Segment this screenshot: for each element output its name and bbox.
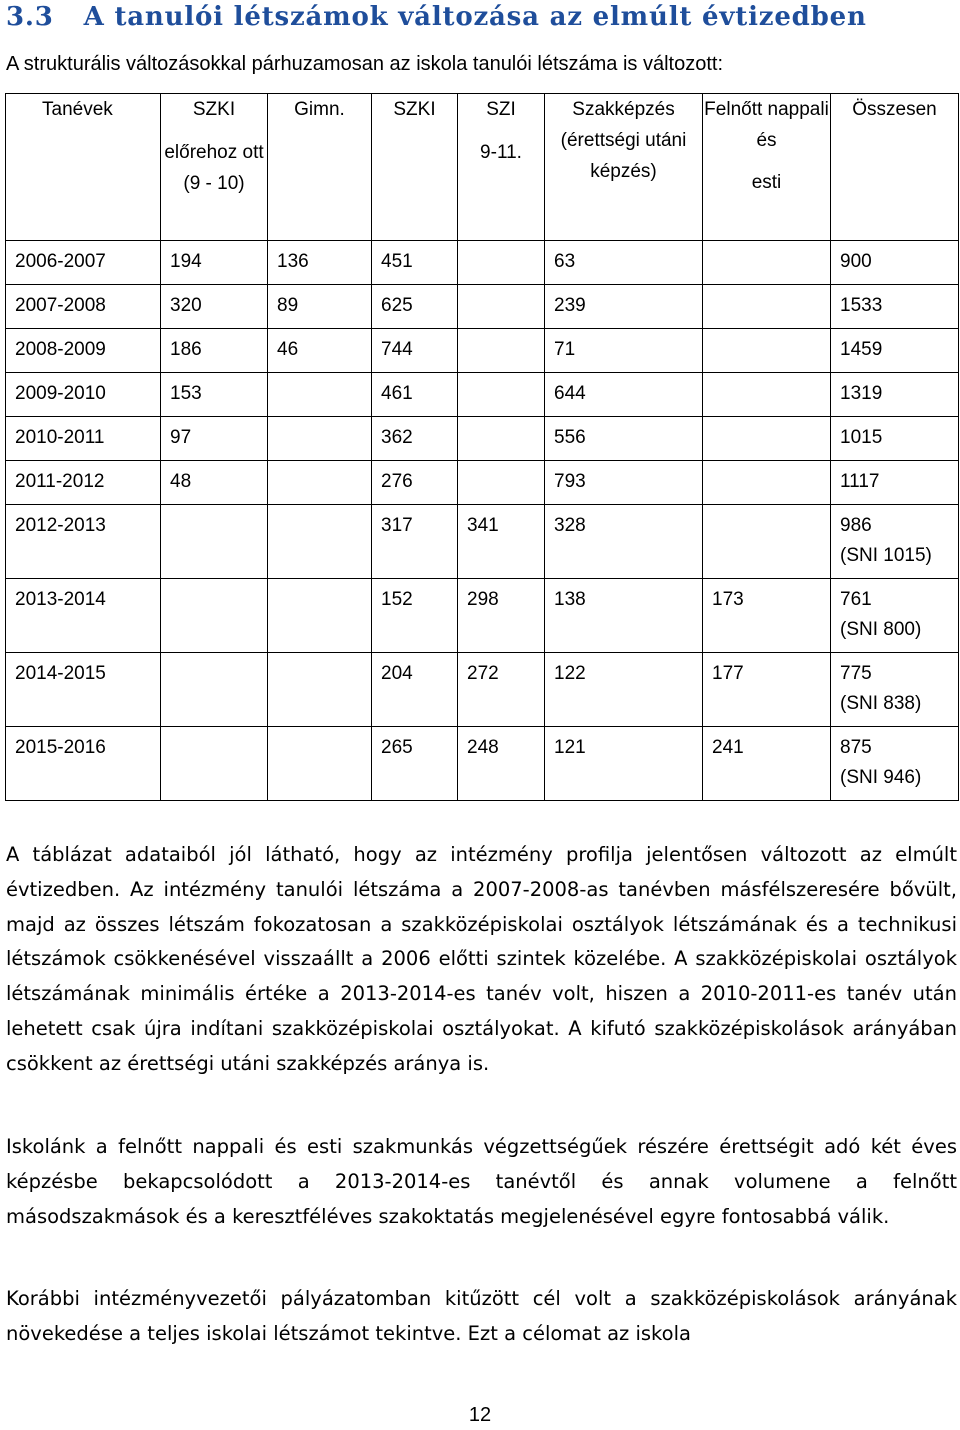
total-value: 1459 bbox=[840, 339, 883, 360]
cell-gimn: 136 bbox=[268, 241, 372, 285]
header-szki-pre-line3: (9 - 10) bbox=[183, 173, 245, 194]
cell-year: 2007-2008 bbox=[6, 285, 161, 329]
cell-felnott bbox=[703, 505, 831, 579]
cell-szki-pre bbox=[161, 653, 268, 727]
total-sni-note: (SNI 800) bbox=[840, 619, 922, 640]
cell-total bbox=[831, 579, 959, 653]
paragraph-adult-education: Iskolánk a felnőtt nappali és esti szakmunkás végzettségűek részére érettségit adó két éves képzésbe bekapcsolódott a 2013-2014-es tanévtől és annak volumene a felnőtt másodszakmások és a keresztféléves szakoktatás megjelenésével egyre fontosabbá válik. bbox=[6, 1135, 957, 1228]
cell-szki-pre: 97 bbox=[161, 417, 268, 461]
total-value: 1015 bbox=[840, 427, 883, 448]
cell-szi: 272 bbox=[458, 653, 545, 727]
total-value: 875 bbox=[840, 737, 872, 758]
total-value: 1117 bbox=[840, 471, 880, 492]
header-szi-line2: 9-11. bbox=[480, 142, 522, 163]
total-sni-note: (SNI 838) bbox=[840, 693, 922, 714]
cell-year: 2015-2016 bbox=[6, 727, 161, 801]
header-felnott-line1: Felnőtt nappali és bbox=[704, 99, 829, 151]
cell-szi bbox=[458, 417, 545, 461]
cell-szi bbox=[458, 329, 545, 373]
header-gimn: Gimn. bbox=[268, 94, 372, 241]
header-szi-line1: SZI bbox=[486, 99, 516, 120]
header-szki-pre-line2: előrehoz ott bbox=[164, 142, 264, 163]
table-row bbox=[6, 653, 959, 727]
table-header-row bbox=[6, 94, 959, 241]
cell-gimn bbox=[268, 505, 372, 579]
cell-total bbox=[831, 329, 959, 373]
cell-gimn bbox=[268, 461, 372, 505]
header-szki-pre-line1: SZKI bbox=[192, 99, 236, 120]
cell-felnott bbox=[703, 285, 831, 329]
cell-szki-pre bbox=[161, 727, 268, 801]
cell-szki-pre bbox=[161, 579, 268, 653]
cell-szakkepzes: 556 bbox=[545, 417, 703, 461]
table-row bbox=[6, 285, 959, 329]
cell-szi: 298 bbox=[458, 579, 545, 653]
cell-felnott bbox=[703, 241, 831, 285]
cell-total bbox=[831, 285, 959, 329]
cell-szakkepzes: 793 bbox=[545, 461, 703, 505]
cell-total bbox=[831, 241, 959, 285]
cell-total bbox=[831, 505, 959, 579]
cell-szki: 265 bbox=[372, 727, 458, 801]
cell-szki: 317 bbox=[372, 505, 458, 579]
cell-total bbox=[831, 653, 959, 727]
cell-year: 2013-2014 bbox=[6, 579, 161, 653]
cell-year: 2014-2015 bbox=[6, 653, 161, 727]
header-szakkepzes bbox=[545, 94, 703, 241]
cell-year: 2011-2012 bbox=[6, 461, 161, 505]
cell-szki: 625 bbox=[372, 285, 458, 329]
cell-szki-pre: 194 bbox=[161, 241, 268, 285]
total-sni-note: (SNI 1015) bbox=[840, 545, 932, 566]
cell-gimn bbox=[268, 727, 372, 801]
cell-szakkepzes: 63 bbox=[545, 241, 703, 285]
cell-year: 2009-2010 bbox=[6, 373, 161, 417]
cell-felnott bbox=[703, 373, 831, 417]
cell-total bbox=[831, 417, 959, 461]
paragraph-goals: Korábbi intézményvezetői pályázatomban kitűzött cél volt a szakközépiskolások arányának növekedése a teljes iskolai létszámot tekintve. Ezt a célomat az iskola bbox=[6, 1287, 957, 1345]
cell-szki-pre: 48 bbox=[161, 461, 268, 505]
header-felnott-line2: esti bbox=[751, 172, 782, 193]
header-szki-pre bbox=[161, 94, 268, 241]
cell-total bbox=[831, 461, 959, 505]
table-row bbox=[6, 329, 959, 373]
cell-gimn: 46 bbox=[268, 329, 372, 373]
cell-szakkepzes: 644 bbox=[545, 373, 703, 417]
cell-szakkepzes: 122 bbox=[545, 653, 703, 727]
total-value: 986 bbox=[840, 515, 872, 536]
cell-felnott bbox=[703, 329, 831, 373]
cell-szakkepzes: 71 bbox=[545, 329, 703, 373]
page-number: 12 bbox=[468, 1404, 492, 1426]
cell-szki: 152 bbox=[372, 579, 458, 653]
section-title: A tanulói létszámok változása az elmúlt évtizedben bbox=[83, 2, 867, 32]
cell-year: 2012-2013 bbox=[6, 505, 161, 579]
cell-szi bbox=[458, 285, 545, 329]
enrollment-table bbox=[5, 93, 959, 801]
cell-gimn bbox=[268, 579, 372, 653]
cell-year: 2008-2009 bbox=[6, 329, 161, 373]
cell-gimn: 89 bbox=[268, 285, 372, 329]
cell-felnott: 173 bbox=[703, 579, 831, 653]
cell-szi: 341 bbox=[458, 505, 545, 579]
cell-szki-pre: 153 bbox=[161, 373, 268, 417]
cell-szi: 248 bbox=[458, 727, 545, 801]
cell-szakkepzes: 121 bbox=[545, 727, 703, 801]
header-year: Tanévek bbox=[6, 94, 161, 241]
header-total: Összesen bbox=[831, 94, 959, 241]
cell-felnott bbox=[703, 461, 831, 505]
cell-total bbox=[831, 373, 959, 417]
header-szakkepzes-line1: Szakképzés bbox=[572, 99, 675, 120]
table-row bbox=[6, 373, 959, 417]
header-felnott bbox=[703, 94, 831, 241]
header-szakkepzes-line2: (érettségi utáni képzés) bbox=[560, 130, 687, 182]
total-value: 761 bbox=[840, 589, 872, 610]
cell-felnott: 241 bbox=[703, 727, 831, 801]
section-heading bbox=[6, 2, 867, 32]
table-row bbox=[6, 461, 959, 505]
header-szi bbox=[458, 94, 545, 241]
total-value: 900 bbox=[840, 251, 872, 272]
header-szki: SZKI bbox=[372, 94, 458, 241]
cell-year: 2010-2011 bbox=[6, 417, 161, 461]
cell-szi bbox=[458, 373, 545, 417]
cell-gimn bbox=[268, 373, 372, 417]
cell-szki: 461 bbox=[372, 373, 458, 417]
cell-szki: 744 bbox=[372, 329, 458, 373]
cell-szki: 276 bbox=[372, 461, 458, 505]
cell-gimn bbox=[268, 653, 372, 727]
table-row bbox=[6, 505, 959, 579]
cell-szki-pre bbox=[161, 505, 268, 579]
cell-gimn bbox=[268, 417, 372, 461]
section-number: 3.3 bbox=[6, 2, 54, 32]
cell-felnott bbox=[703, 417, 831, 461]
cell-szi bbox=[458, 241, 545, 285]
cell-year: 2006-2007 bbox=[6, 241, 161, 285]
cell-szki-pre: 186 bbox=[161, 329, 268, 373]
cell-szki-pre: 320 bbox=[161, 285, 268, 329]
total-sni-note: (SNI 946) bbox=[840, 767, 922, 788]
total-value: 775 bbox=[840, 663, 872, 684]
cell-szki: 362 bbox=[372, 417, 458, 461]
total-value: 1533 bbox=[840, 295, 883, 316]
cell-szakkepzes: 239 bbox=[545, 285, 703, 329]
table-row bbox=[6, 579, 959, 653]
intro-text: A strukturális változásokkal párhuzamosan az iskola tanulói létszáma is változott: bbox=[6, 53, 724, 75]
table-row bbox=[6, 241, 959, 285]
cell-szi bbox=[458, 461, 545, 505]
cell-szki: 204 bbox=[372, 653, 458, 727]
cell-total bbox=[831, 727, 959, 801]
cell-szakkepzes: 328 bbox=[545, 505, 703, 579]
paragraph-profile-change: A táblázat adataiból jól látható, hogy az intézmény profilja jelentősen változott az elmúlt évtizedben. Az intézmény tanulói létszáma a 2007-2008-as tanévben másfélszeresére bővült, majd az összes létszám fokozatosan a szakközépiskolai osztályok létszámának és a technikusi létszámok csökkenésével visszaállt a 2006 előtti szintek közelébe. A szakközépiskolai osztályok létszámának minimális értéke a 2013-2014-es tanév volt, hiszen a 2010-2011-es tanév után lehetett csak újra indítani szakközépiskolai osztályokat. A kifutó szakközépiskolások arányában csökkent az érettségi utáni szakképzés aránya is. bbox=[6, 843, 957, 1075]
cell-felnott: 177 bbox=[703, 653, 831, 727]
cell-szki: 451 bbox=[372, 241, 458, 285]
table-row bbox=[6, 417, 959, 461]
total-value: 1319 bbox=[840, 383, 883, 404]
cell-szakkepzes: 138 bbox=[545, 579, 703, 653]
table-row bbox=[6, 727, 959, 801]
